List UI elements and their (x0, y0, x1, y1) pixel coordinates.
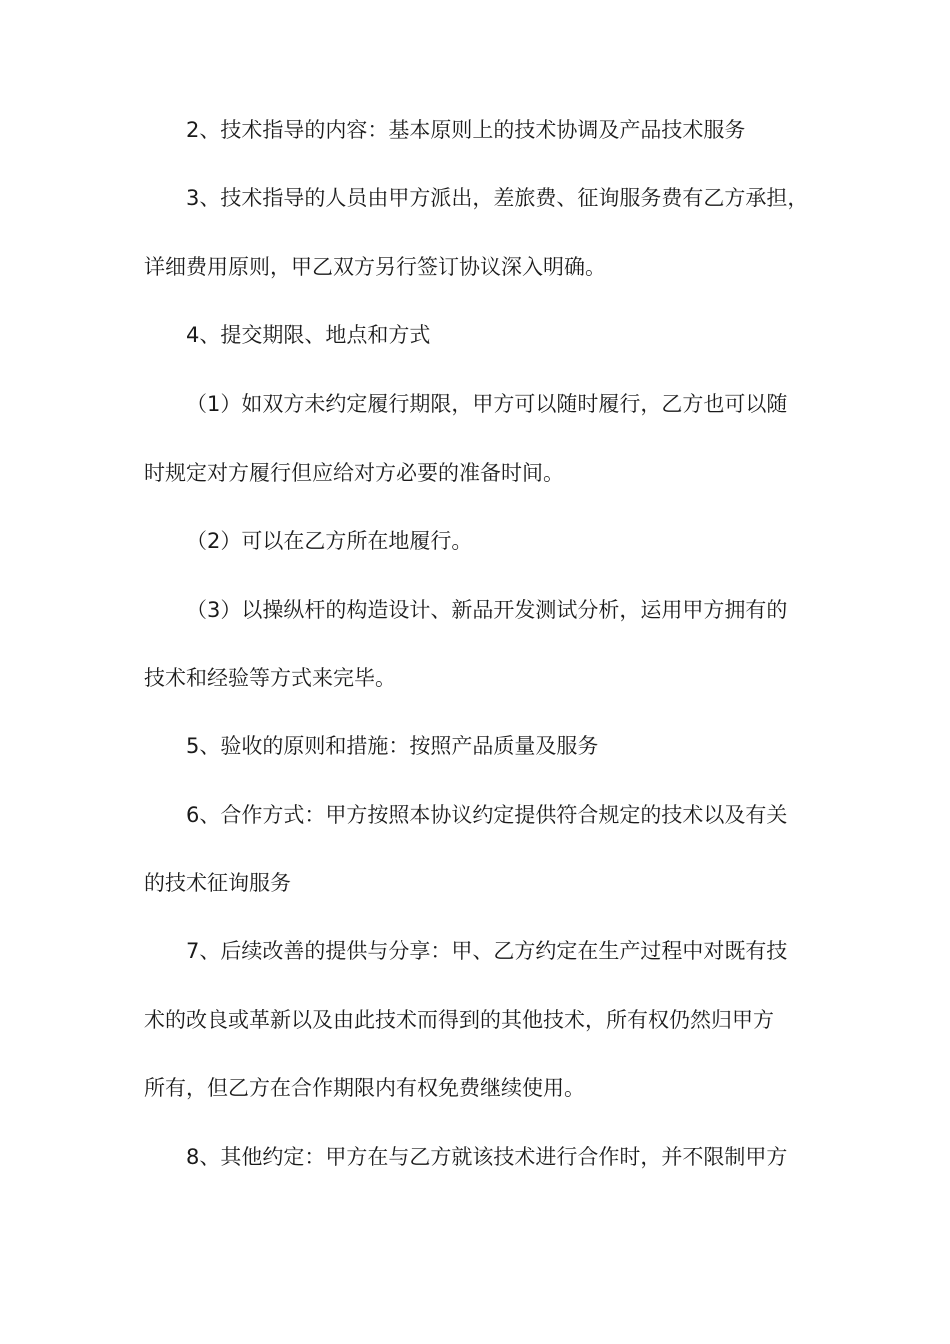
paragraph-10-line-1: 8、其他约定：甲方在与乙方就该技术进行合作时，并不限制甲方 (186, 1145, 788, 1169)
paragraph-1-line-1: 2、技术指导的内容：基本原则上的技术协调及产品技术服务 (186, 118, 746, 142)
paragraph-2-line-1: 3、技术指导的人员由甲方派出，差旅费、征询服务费有乙方承担， (186, 186, 809, 210)
paragraph-7-line-1: 5、验收的原则和措施：按照产品质量及服务 (186, 734, 599, 758)
paragraph-4-line-2: 时规定对方履行但应给对方必要的准备时间。 (144, 461, 564, 485)
paragraph-9-line-1: 7、后续改善的提供与分享：甲、乙方约定在生产过程中对既有技 (186, 939, 788, 963)
paragraph-6-line-2: 技术和经验等方式来完毕。 (144, 666, 396, 690)
paragraph-8-line-2: 的技术征询服务 (144, 871, 291, 895)
paragraph-6-line-1: （3）以操纵杆的构造设计、新品开发测试分析，运用甲方拥有的 (186, 598, 788, 622)
paragraph-9-line-3: 所有，但乙方在合作期限内有权免费继续使用。 (144, 1076, 585, 1100)
paragraph-8-line-1: 6、合作方式：甲方按照本协议约定提供符合规定的技术以及有关 (186, 803, 788, 827)
paragraph-2-line-2: 详细费用原则，甲乙双方另行签订协议深入明确。 (144, 255, 606, 279)
paragraph-3-line-1: 4、提交期限、地点和方式 (186, 323, 431, 347)
paragraph-9-line-2: 术的改良或革新以及由此技术而得到的其他技术，所有权仍然归甲方 (144, 1008, 774, 1032)
paragraph-5-line-1: （2）可以在乙方所在地履行。 (186, 529, 473, 553)
paragraph-4-line-1: （1）如双方未约定履行期限，甲方可以随时履行，乙方也可以随 (186, 392, 788, 416)
